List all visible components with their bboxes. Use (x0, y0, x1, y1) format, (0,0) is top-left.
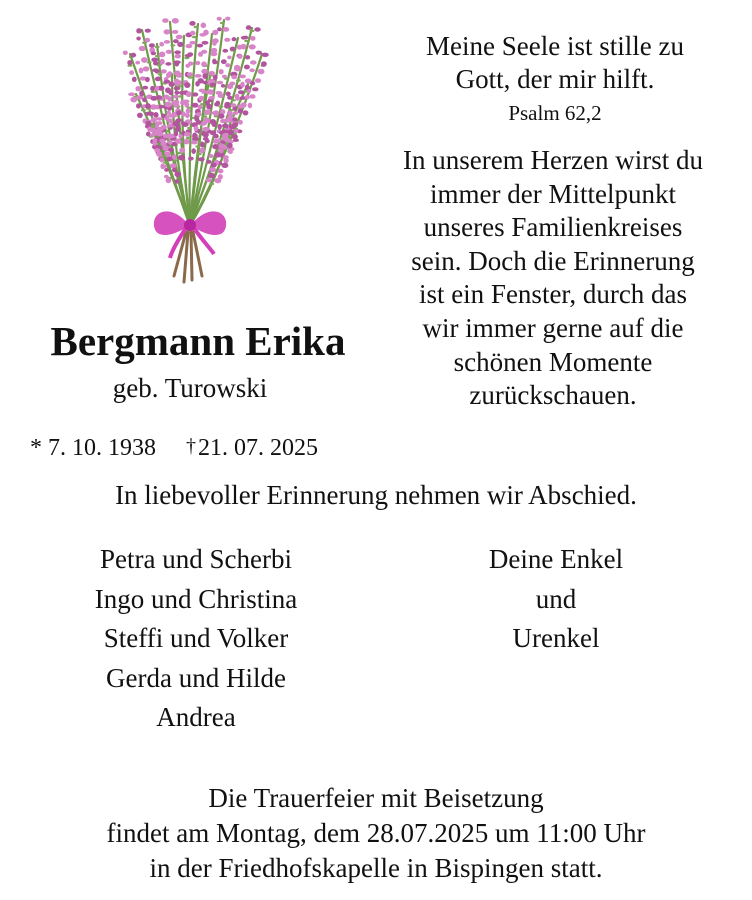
family-member: Petra und Scherbi (100, 544, 292, 574)
family-member: Urenkel (512, 623, 600, 653)
poem-line: sein. Doch die Erinnerung (411, 245, 695, 276)
poem-line: immer der Mittelpunkt (430, 178, 676, 209)
service-line: Die Trauerfeier mit Beisetzung (208, 783, 544, 813)
funeral-service-info (20, 781, 732, 886)
birth-symbol: * (30, 435, 42, 461)
heather-bouquet-icon (112, 14, 272, 289)
verse-line: Meine Seele ist stille zu (426, 31, 684, 61)
family-member: Ingo und Christina (94, 583, 298, 614)
bible-verse (395, 30, 715, 96)
poem-line: unseres Familienkreises (423, 212, 683, 243)
family-list-right (406, 540, 706, 659)
death-date: 21. 07. 2025 (198, 435, 318, 461)
poem-line: schönen Momente (453, 346, 653, 377)
cross-icon: † (186, 435, 196, 457)
family-member: Gerda und Hilde (106, 662, 286, 693)
poem-line: wir immer gerne auf die (422, 312, 684, 343)
family-member: Steffi und Volker (103, 623, 289, 653)
maiden-name: geb. Turowski (112, 373, 268, 403)
family-list-left (36, 540, 356, 738)
birth-date: 7. 10. 1938 (48, 435, 156, 461)
memorial-poem (362, 144, 744, 413)
life-dates (30, 431, 390, 463)
verse-reference: Psalm 62,2 (508, 101, 602, 125)
poem-line: zurückschauen. (469, 380, 637, 411)
family-member: und (535, 583, 577, 614)
service-line: in der Friedhofskapelle in Bispingen statt. (149, 853, 603, 883)
poem-line: In unserem Herzen wirst du (403, 145, 703, 175)
deceased-name: Bergmann Erika (50, 318, 346, 364)
farewell-text: In liebevoller Erinnerung nehmen wir Abschied. (115, 480, 637, 510)
family-member: Deine Enkel (488, 544, 624, 574)
poem-line: ist ein Fenster, durch das (418, 279, 688, 310)
verse-line: Gott, der mir hilft. (455, 64, 655, 94)
family-member: Andrea (156, 702, 236, 732)
service-line: findet am Montag, dem 28.07.2025 um 11:00 Uhr (106, 818, 646, 848)
